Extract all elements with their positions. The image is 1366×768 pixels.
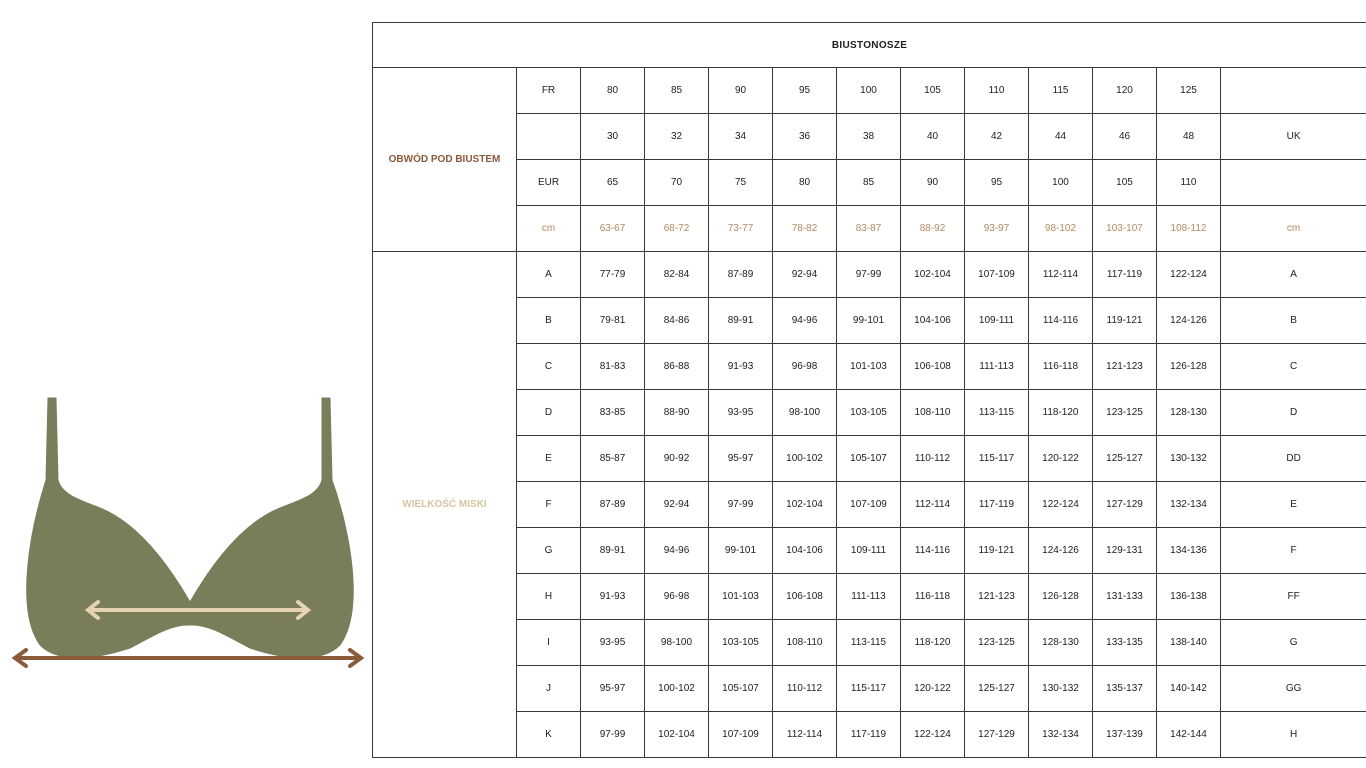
table-cell: 95-97 bbox=[709, 436, 773, 482]
table-cell: 126-128 bbox=[1029, 574, 1093, 620]
table-cell: 90-92 bbox=[645, 436, 709, 482]
table-cell: 73-77 bbox=[709, 206, 773, 252]
bra-shape bbox=[27, 398, 354, 658]
table-cell: 99-101 bbox=[709, 528, 773, 574]
table-cell: 48 bbox=[1157, 114, 1221, 160]
table-cell: 118-120 bbox=[901, 620, 965, 666]
table-cell: 42 bbox=[965, 114, 1029, 160]
table-cell: 81-83 bbox=[581, 344, 645, 390]
table-cell: 98-100 bbox=[773, 390, 837, 436]
table-cell: 87-89 bbox=[581, 482, 645, 528]
table-cell: 102-104 bbox=[773, 482, 837, 528]
row-label: cm bbox=[517, 206, 581, 252]
table-cell: 130-132 bbox=[1157, 436, 1221, 482]
table-cell: 112-114 bbox=[773, 712, 837, 758]
table-cell: 115 bbox=[1029, 68, 1093, 114]
table-cell: 63-67 bbox=[581, 206, 645, 252]
table-cell: 80 bbox=[773, 160, 837, 206]
cup-row bbox=[373, 436, 1366, 482]
band-row bbox=[373, 114, 1366, 160]
cup-label: G bbox=[517, 528, 581, 574]
table-cell: 119-121 bbox=[965, 528, 1029, 574]
table-cell: 65 bbox=[581, 160, 645, 206]
table-cell: 123-125 bbox=[1093, 390, 1157, 436]
cup-label: D bbox=[517, 390, 581, 436]
table-cell: 110-112 bbox=[773, 666, 837, 712]
cup-row bbox=[373, 620, 1366, 666]
table-cell: 88-92 bbox=[901, 206, 965, 252]
table-cell: 127-129 bbox=[1093, 482, 1157, 528]
table-cell: 93-95 bbox=[709, 390, 773, 436]
table-cell: 120-122 bbox=[1029, 436, 1093, 482]
cup-label-uk: G bbox=[1221, 620, 1366, 666]
table-cell: 87-89 bbox=[709, 252, 773, 298]
table-cell: 120 bbox=[1093, 68, 1157, 114]
cup-label-uk: D bbox=[1221, 390, 1366, 436]
table-cell: 103-105 bbox=[709, 620, 773, 666]
table-cell: 129-131 bbox=[1093, 528, 1157, 574]
table-cell: 107-109 bbox=[837, 482, 901, 528]
table-cell: 95-97 bbox=[581, 666, 645, 712]
cup-row bbox=[373, 344, 1366, 390]
table-cell: 118-120 bbox=[1029, 390, 1093, 436]
band-row bbox=[373, 206, 1366, 252]
table-cell: 94-96 bbox=[645, 528, 709, 574]
row-label-right: UK bbox=[1221, 114, 1366, 160]
row-label-right bbox=[1221, 68, 1366, 114]
table-cell: 142-144 bbox=[1157, 712, 1221, 758]
cup-row bbox=[373, 528, 1366, 574]
table-cell: 124-126 bbox=[1029, 528, 1093, 574]
table-cell: 127-129 bbox=[965, 712, 1029, 758]
table-cell: 68-72 bbox=[645, 206, 709, 252]
table-cell: 125-127 bbox=[965, 666, 1029, 712]
table-cell: 85-87 bbox=[581, 436, 645, 482]
table-cell: 101-103 bbox=[837, 344, 901, 390]
table-cell: 104-106 bbox=[773, 528, 837, 574]
table-cell: 92-94 bbox=[645, 482, 709, 528]
table-cell: 44 bbox=[1029, 114, 1093, 160]
table-cell: 113-115 bbox=[965, 390, 1029, 436]
table-cell: 108-112 bbox=[1157, 206, 1221, 252]
table-cell: 126-128 bbox=[1157, 344, 1221, 390]
table-cell: 77-79 bbox=[581, 252, 645, 298]
table-cell: 105 bbox=[1093, 160, 1157, 206]
table-cell: 105 bbox=[901, 68, 965, 114]
table-cell: 46 bbox=[1093, 114, 1157, 160]
cup-label: C bbox=[517, 344, 581, 390]
table-cell: 93-97 bbox=[965, 206, 1029, 252]
cup-row bbox=[373, 298, 1366, 344]
table-cell: 105-107 bbox=[837, 436, 901, 482]
table-cell: 114-116 bbox=[901, 528, 965, 574]
cup-label-uk: C bbox=[1221, 344, 1366, 390]
table-cell: 98-100 bbox=[645, 620, 709, 666]
cup-row bbox=[373, 390, 1366, 436]
table-cell: 109-111 bbox=[965, 298, 1029, 344]
cup-label: A bbox=[517, 252, 581, 298]
table-cell: 121-123 bbox=[1093, 344, 1157, 390]
bra-illustration bbox=[0, 380, 372, 680]
table-cell: 117-119 bbox=[965, 482, 1029, 528]
table-cell: 116-118 bbox=[1029, 344, 1093, 390]
row-label-right bbox=[1221, 160, 1366, 206]
table-cell: 88-90 bbox=[645, 390, 709, 436]
table-cell: 89-91 bbox=[709, 298, 773, 344]
table-cell: 106-108 bbox=[773, 574, 837, 620]
cup-label: B bbox=[517, 298, 581, 344]
table-cell: 97-99 bbox=[581, 712, 645, 758]
size-chart-table bbox=[372, 22, 1366, 758]
table-cell: 85 bbox=[645, 68, 709, 114]
cup-section-label: WIELKOŚĆ MISKI bbox=[373, 252, 517, 758]
cup-label: F bbox=[517, 482, 581, 528]
table-cell: 86-88 bbox=[645, 344, 709, 390]
table-cell: 111-113 bbox=[837, 574, 901, 620]
table-cell: 82-84 bbox=[645, 252, 709, 298]
table-cell: 85 bbox=[837, 160, 901, 206]
table-cell: 90 bbox=[901, 160, 965, 206]
table-cell: 119-121 bbox=[1093, 298, 1157, 344]
table-cell: 109-111 bbox=[837, 528, 901, 574]
table-cell: 103-107 bbox=[1093, 206, 1157, 252]
cup-label-uk: F bbox=[1221, 528, 1366, 574]
row-label bbox=[517, 114, 581, 160]
table-cell: 97-99 bbox=[837, 252, 901, 298]
table-cell: 102-104 bbox=[645, 712, 709, 758]
table-cell: 78-82 bbox=[773, 206, 837, 252]
table-cell: 84-86 bbox=[645, 298, 709, 344]
table-cell: 95 bbox=[773, 68, 837, 114]
cup-label: J bbox=[517, 666, 581, 712]
table-cell: 32 bbox=[645, 114, 709, 160]
cup-row bbox=[373, 482, 1366, 528]
table-cell: 103-105 bbox=[837, 390, 901, 436]
table-cell: 128-130 bbox=[1157, 390, 1221, 436]
table-cell: 100 bbox=[837, 68, 901, 114]
table-cell: 120-122 bbox=[901, 666, 965, 712]
table-cell: 132-134 bbox=[1029, 712, 1093, 758]
table-cell: 131-133 bbox=[1093, 574, 1157, 620]
cup-label-uk: DD bbox=[1221, 436, 1366, 482]
table-cell: 104-106 bbox=[901, 298, 965, 344]
table-cell: 125-127 bbox=[1093, 436, 1157, 482]
table-cell: 100-102 bbox=[645, 666, 709, 712]
table-cell: 117-119 bbox=[837, 712, 901, 758]
table-cell: 124-126 bbox=[1157, 298, 1221, 344]
table-cell: 137-139 bbox=[1093, 712, 1157, 758]
band-row bbox=[373, 68, 1366, 114]
table-cell: 79-81 bbox=[581, 298, 645, 344]
row-label: EUR bbox=[517, 160, 581, 206]
table-cell: 108-110 bbox=[773, 620, 837, 666]
cup-label-uk: A bbox=[1221, 252, 1366, 298]
cup-label-uk: H bbox=[1221, 712, 1366, 758]
band-row bbox=[373, 160, 1366, 206]
table-cell: 83-87 bbox=[837, 206, 901, 252]
cup-label: K bbox=[517, 712, 581, 758]
table-cell: 38 bbox=[837, 114, 901, 160]
table-cell: 93-95 bbox=[581, 620, 645, 666]
table-cell: 97-99 bbox=[709, 482, 773, 528]
table-cell: 94-96 bbox=[773, 298, 837, 344]
table-cell: 117-119 bbox=[1093, 252, 1157, 298]
cup-row bbox=[373, 712, 1366, 758]
table-cell: 110-112 bbox=[901, 436, 965, 482]
cup-label-uk: B bbox=[1221, 298, 1366, 344]
table-cell: 34 bbox=[709, 114, 773, 160]
table-cell: 107-109 bbox=[709, 712, 773, 758]
table-cell: 40 bbox=[901, 114, 965, 160]
table-cell: 113-115 bbox=[837, 620, 901, 666]
table-cell: 134-136 bbox=[1157, 528, 1221, 574]
table-cell: 135-137 bbox=[1093, 666, 1157, 712]
band-section-label: OBWÓD POD BIUSTEM bbox=[373, 68, 517, 252]
table-title: BIUSTONOSZE bbox=[373, 23, 1366, 68]
cup-label-uk: GG bbox=[1221, 666, 1366, 712]
table-cell: 114-116 bbox=[1029, 298, 1093, 344]
table-cell: 89-91 bbox=[581, 528, 645, 574]
table-cell: 110 bbox=[965, 68, 1029, 114]
table-cell: 99-101 bbox=[837, 298, 901, 344]
table-cell: 30 bbox=[581, 114, 645, 160]
row-label-right: cm bbox=[1221, 206, 1366, 252]
cup-row bbox=[373, 252, 1366, 298]
table-cell: 96-98 bbox=[645, 574, 709, 620]
table-cell: 125 bbox=[1157, 68, 1221, 114]
cup-row bbox=[373, 574, 1366, 620]
row-label: FR bbox=[517, 68, 581, 114]
table-cell: 80 bbox=[581, 68, 645, 114]
table-cell: 90 bbox=[709, 68, 773, 114]
table-cell: 83-85 bbox=[581, 390, 645, 436]
table-cell: 91-93 bbox=[581, 574, 645, 620]
table-cell: 122-124 bbox=[1029, 482, 1093, 528]
table-cell: 132-134 bbox=[1157, 482, 1221, 528]
table-cell: 130-132 bbox=[1029, 666, 1093, 712]
table-cell: 115-117 bbox=[965, 436, 1029, 482]
table-cell: 96-98 bbox=[773, 344, 837, 390]
cup-label: H bbox=[517, 574, 581, 620]
table-cell: 75 bbox=[709, 160, 773, 206]
table-cell: 95 bbox=[965, 160, 1029, 206]
table-cell: 102-104 bbox=[901, 252, 965, 298]
table-cell: 98-102 bbox=[1029, 206, 1093, 252]
cup-label-uk: E bbox=[1221, 482, 1366, 528]
table-cell: 106-108 bbox=[901, 344, 965, 390]
table-cell: 140-142 bbox=[1157, 666, 1221, 712]
table-cell: 122-124 bbox=[1157, 252, 1221, 298]
table-cell: 100 bbox=[1029, 160, 1093, 206]
table-cell: 122-124 bbox=[901, 712, 965, 758]
table-cell: 123-125 bbox=[965, 620, 1029, 666]
table-cell: 92-94 bbox=[773, 252, 837, 298]
table-cell: 112-114 bbox=[1029, 252, 1093, 298]
table-cell: 115-117 bbox=[837, 666, 901, 712]
table-cell: 110 bbox=[1157, 160, 1221, 206]
table-cell: 138-140 bbox=[1157, 620, 1221, 666]
table-cell: 107-109 bbox=[965, 252, 1029, 298]
table-cell: 136-138 bbox=[1157, 574, 1221, 620]
table-cell: 91-93 bbox=[709, 344, 773, 390]
table-cell: 105-107 bbox=[709, 666, 773, 712]
table-cell: 116-118 bbox=[901, 574, 965, 620]
cup-label: I bbox=[517, 620, 581, 666]
cup-row bbox=[373, 666, 1366, 712]
table-cell: 108-110 bbox=[901, 390, 965, 436]
table-cell: 121-123 bbox=[965, 574, 1029, 620]
table-cell: 112-114 bbox=[901, 482, 965, 528]
table-cell: 36 bbox=[773, 114, 837, 160]
table-cell: 111-113 bbox=[965, 344, 1029, 390]
cup-label: E bbox=[517, 436, 581, 482]
table-cell: 100-102 bbox=[773, 436, 837, 482]
title-row bbox=[373, 23, 1366, 68]
table-cell: 133-135 bbox=[1093, 620, 1157, 666]
table-cell: 101-103 bbox=[709, 574, 773, 620]
cup-label-uk: FF bbox=[1221, 574, 1366, 620]
table-cell: 128-130 bbox=[1029, 620, 1093, 666]
table-cell: 70 bbox=[645, 160, 709, 206]
